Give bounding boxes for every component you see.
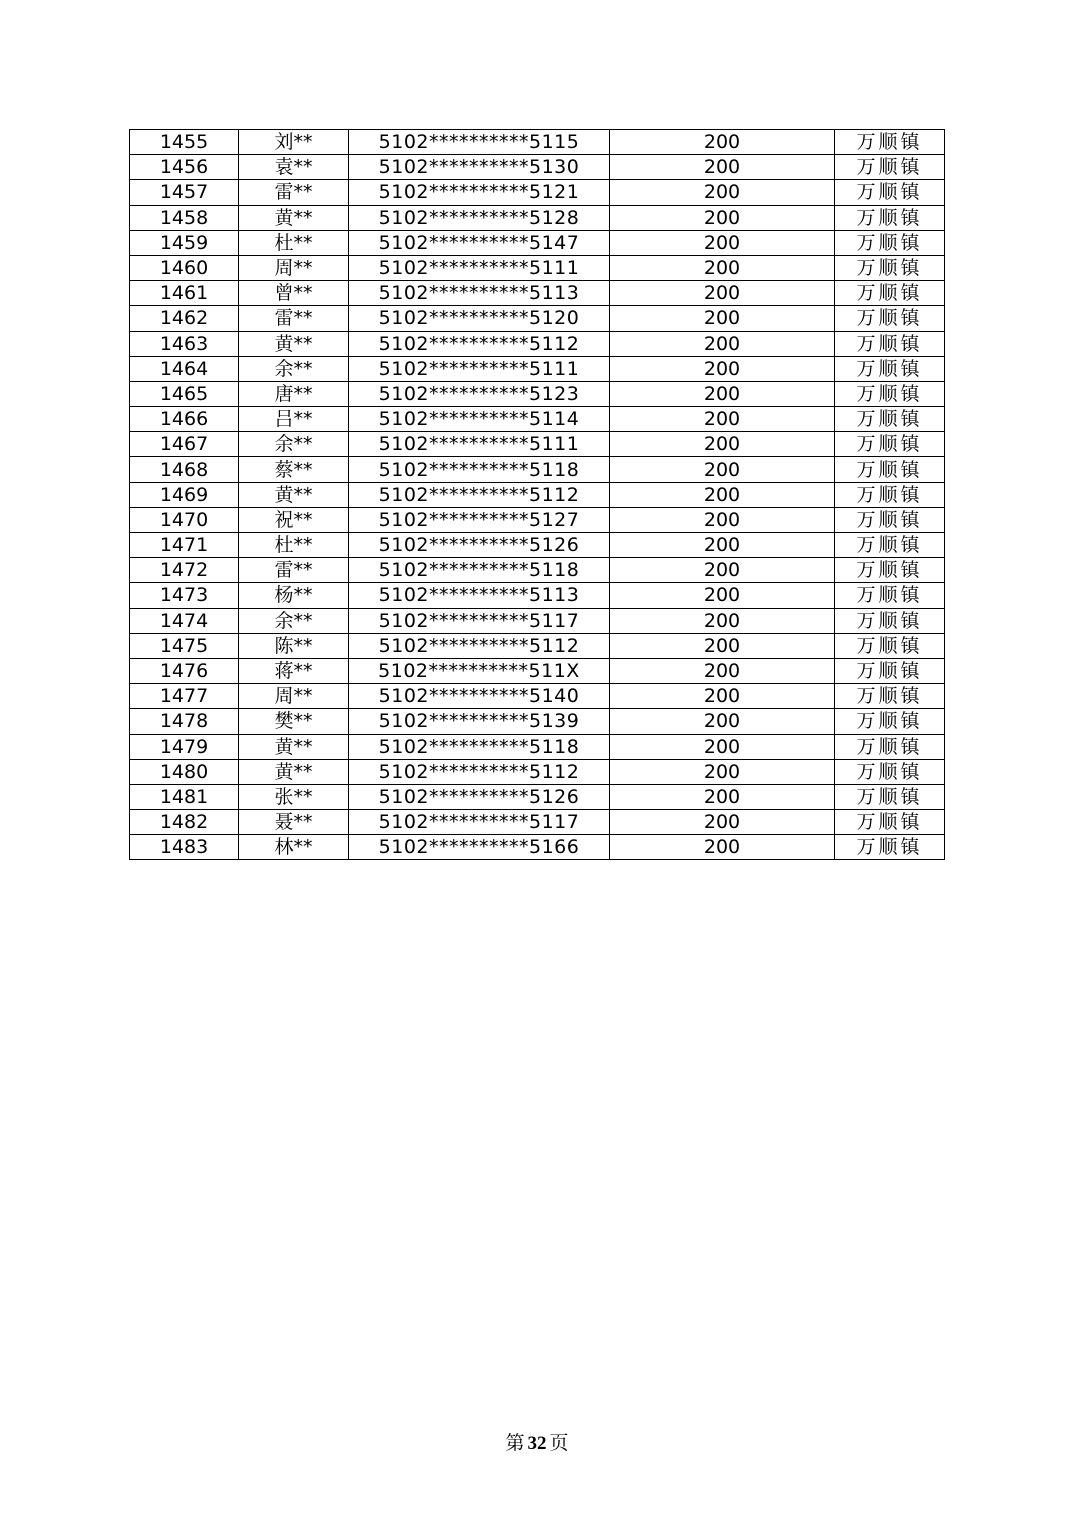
page-footer [0, 1428, 1074, 1455]
table-row [130, 407, 945, 432]
table-row [130, 709, 945, 734]
id-number-cell: 5102**********5113 [349, 583, 610, 608]
amount-cell: 200 [610, 583, 835, 608]
serial-number-cell: 1459 [130, 230, 239, 255]
amount-cell: 200 [610, 759, 835, 784]
serial-number-cell: 1461 [130, 281, 239, 306]
id-number-cell: 5102**********5118 [349, 734, 610, 759]
town-cell: 万顺镇 [835, 230, 945, 255]
amount-cell: 200 [610, 457, 835, 482]
town-cell: 万顺镇 [835, 734, 945, 759]
table-row [130, 331, 945, 356]
town-cell: 万顺镇 [835, 507, 945, 532]
name-cell: 雷** [239, 558, 349, 583]
name-cell: 唐** [239, 381, 349, 406]
id-number-cell: 5102**********5117 [349, 810, 610, 835]
town-cell: 万顺镇 [835, 633, 945, 658]
amount-cell: 200 [610, 356, 835, 381]
id-number-cell: 5102**********5112 [349, 482, 610, 507]
town-cell: 万顺镇 [835, 583, 945, 608]
data-table [129, 129, 945, 860]
id-number-cell: 5102**********511X [349, 658, 610, 683]
amount-cell: 200 [610, 180, 835, 205]
serial-number-cell: 1478 [130, 709, 239, 734]
table-row [130, 759, 945, 784]
amount-cell: 200 [610, 331, 835, 356]
serial-number-cell: 1483 [130, 835, 239, 860]
town-cell: 万顺镇 [835, 658, 945, 683]
town-cell: 万顺镇 [835, 482, 945, 507]
serial-number-cell: 1458 [130, 205, 239, 230]
table-row [130, 835, 945, 860]
name-cell: 刘** [239, 130, 349, 155]
table-row [130, 130, 945, 155]
serial-number-cell: 1470 [130, 507, 239, 532]
amount-cell: 200 [610, 155, 835, 180]
town-cell: 万顺镇 [835, 356, 945, 381]
table-row [130, 205, 945, 230]
name-cell: 黄** [239, 331, 349, 356]
name-cell: 黄** [239, 734, 349, 759]
id-number-cell: 5102**********5112 [349, 759, 610, 784]
table-row [130, 734, 945, 759]
name-cell: 雷** [239, 306, 349, 331]
amount-cell: 200 [610, 684, 835, 709]
town-cell: 万顺镇 [835, 684, 945, 709]
table-body [130, 130, 945, 860]
amount-cell: 200 [610, 608, 835, 633]
name-cell: 杨** [239, 583, 349, 608]
id-number-cell: 5102**********5126 [349, 533, 610, 558]
id-number-cell: 5102**********5118 [349, 558, 610, 583]
town-cell: 万顺镇 [835, 533, 945, 558]
id-number-cell: 5102**********5112 [349, 633, 610, 658]
town-cell: 万顺镇 [835, 457, 945, 482]
amount-cell: 200 [610, 558, 835, 583]
serial-number-cell: 1471 [130, 533, 239, 558]
table-row [130, 255, 945, 280]
name-cell: 蒋** [239, 658, 349, 683]
id-number-cell: 5102**********5115 [349, 130, 610, 155]
amount-cell: 200 [610, 633, 835, 658]
serial-number-cell: 1464 [130, 356, 239, 381]
id-number-cell: 5102**********5140 [349, 684, 610, 709]
table-row [130, 533, 945, 558]
name-cell: 聂** [239, 810, 349, 835]
name-cell: 周** [239, 255, 349, 280]
amount-cell: 200 [610, 306, 835, 331]
town-cell: 万顺镇 [835, 810, 945, 835]
table-row [130, 457, 945, 482]
name-cell: 雷** [239, 180, 349, 205]
table-row [130, 306, 945, 331]
id-number-cell: 5102**********5139 [349, 709, 610, 734]
name-cell: 黄** [239, 205, 349, 230]
id-number-cell: 5102**********5111 [349, 356, 610, 381]
serial-number-cell: 1479 [130, 734, 239, 759]
amount-cell: 200 [610, 533, 835, 558]
serial-number-cell: 1477 [130, 684, 239, 709]
town-cell: 万顺镇 [835, 331, 945, 356]
page-label-prefix: 第 [505, 1432, 525, 1454]
amount-cell: 200 [610, 507, 835, 532]
town-cell: 万顺镇 [835, 709, 945, 734]
name-cell: 樊** [239, 709, 349, 734]
id-number-cell: 5102**********5111 [349, 432, 610, 457]
amount-cell: 200 [610, 734, 835, 759]
table-row [130, 558, 945, 583]
serial-number-cell: 1476 [130, 658, 239, 683]
page-label-suffix: 页 [549, 1432, 569, 1454]
id-number-cell: 5102**********5113 [349, 281, 610, 306]
serial-number-cell: 1473 [130, 583, 239, 608]
name-cell: 林** [239, 835, 349, 860]
serial-number-cell: 1475 [130, 633, 239, 658]
id-number-cell: 5102**********5128 [349, 205, 610, 230]
town-cell: 万顺镇 [835, 432, 945, 457]
id-number-cell: 5102**********5120 [349, 306, 610, 331]
amount-cell: 200 [610, 709, 835, 734]
name-cell: 杜** [239, 230, 349, 255]
serial-number-cell: 1482 [130, 810, 239, 835]
town-cell: 万顺镇 [835, 835, 945, 860]
table-row [130, 633, 945, 658]
serial-number-cell: 1455 [130, 130, 239, 155]
serial-number-cell: 1460 [130, 255, 239, 280]
table-row [130, 810, 945, 835]
serial-number-cell: 1463 [130, 331, 239, 356]
table-row [130, 684, 945, 709]
id-number-cell: 5102**********5118 [349, 457, 610, 482]
town-cell: 万顺镇 [835, 180, 945, 205]
town-cell: 万顺镇 [835, 558, 945, 583]
amount-cell: 200 [610, 810, 835, 835]
id-number-cell: 5102**********5112 [349, 331, 610, 356]
serial-number-cell: 1465 [130, 381, 239, 406]
table-row [130, 180, 945, 205]
table-row [130, 583, 945, 608]
name-cell: 祝** [239, 507, 349, 532]
name-cell: 余** [239, 356, 349, 381]
serial-number-cell: 1466 [130, 407, 239, 432]
town-cell: 万顺镇 [835, 407, 945, 432]
amount-cell: 200 [610, 381, 835, 406]
id-number-cell: 5102**********5121 [349, 180, 610, 205]
id-number-cell: 5102**********5111 [349, 255, 610, 280]
town-cell: 万顺镇 [835, 255, 945, 280]
amount-cell: 200 [610, 230, 835, 255]
name-cell: 陈** [239, 633, 349, 658]
amount-cell: 200 [610, 281, 835, 306]
serial-number-cell: 1462 [130, 306, 239, 331]
table-row [130, 784, 945, 809]
id-number-cell: 5102**********5117 [349, 608, 610, 633]
town-cell: 万顺镇 [835, 784, 945, 809]
id-number-cell: 5102**********5147 [349, 230, 610, 255]
table-row [130, 507, 945, 532]
name-cell: 周** [239, 684, 349, 709]
serial-number-cell: 1467 [130, 432, 239, 457]
amount-cell: 200 [610, 255, 835, 280]
serial-number-cell: 1474 [130, 608, 239, 633]
id-number-cell: 5102**********5114 [349, 407, 610, 432]
amount-cell: 200 [610, 482, 835, 507]
town-cell: 万顺镇 [835, 608, 945, 633]
name-cell: 吕** [239, 407, 349, 432]
id-number-cell: 5102**********5166 [349, 835, 610, 860]
name-cell: 张** [239, 784, 349, 809]
id-number-cell: 5102**********5130 [349, 155, 610, 180]
id-number-cell: 5102**********5126 [349, 784, 610, 809]
id-number-cell: 5102**********5123 [349, 381, 610, 406]
serial-number-cell: 1480 [130, 759, 239, 784]
amount-cell: 200 [610, 130, 835, 155]
amount-cell: 200 [610, 407, 835, 432]
town-cell: 万顺镇 [835, 306, 945, 331]
town-cell: 万顺镇 [835, 281, 945, 306]
serial-number-cell: 1456 [130, 155, 239, 180]
amount-cell: 200 [610, 835, 835, 860]
page-number: 32 [527, 1433, 547, 1454]
name-cell: 黄** [239, 482, 349, 507]
town-cell: 万顺镇 [835, 130, 945, 155]
serial-number-cell: 1468 [130, 457, 239, 482]
name-cell: 余** [239, 608, 349, 633]
table-row [130, 230, 945, 255]
table-row [130, 281, 945, 306]
amount-cell: 200 [610, 205, 835, 230]
name-cell: 余** [239, 432, 349, 457]
name-cell: 杜** [239, 533, 349, 558]
amount-cell: 200 [610, 658, 835, 683]
town-cell: 万顺镇 [835, 205, 945, 230]
serial-number-cell: 1457 [130, 180, 239, 205]
town-cell: 万顺镇 [835, 381, 945, 406]
town-cell: 万顺镇 [835, 155, 945, 180]
name-cell: 曾** [239, 281, 349, 306]
name-cell: 蔡** [239, 457, 349, 482]
name-cell: 袁** [239, 155, 349, 180]
id-number-cell: 5102**********5127 [349, 507, 610, 532]
table-row [130, 658, 945, 683]
table-row [130, 432, 945, 457]
town-cell: 万顺镇 [835, 759, 945, 784]
amount-cell: 200 [610, 432, 835, 457]
name-cell: 黄** [239, 759, 349, 784]
table-row [130, 381, 945, 406]
table-row [130, 155, 945, 180]
amount-cell: 200 [610, 784, 835, 809]
table-row [130, 608, 945, 633]
serial-number-cell: 1472 [130, 558, 239, 583]
serial-number-cell: 1481 [130, 784, 239, 809]
table-row [130, 482, 945, 507]
serial-number-cell: 1469 [130, 482, 239, 507]
table-row [130, 356, 945, 381]
